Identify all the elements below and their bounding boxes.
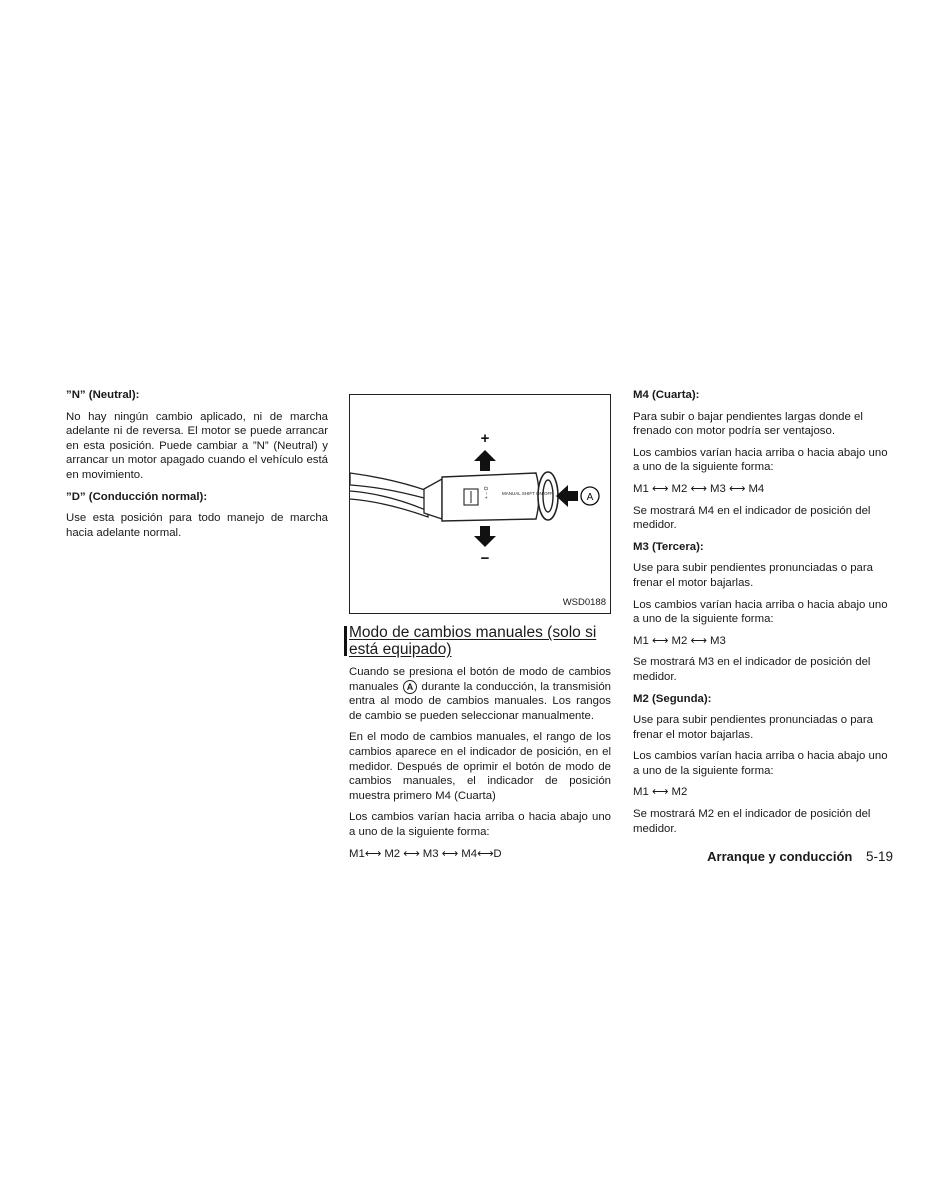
m3-paragraph-1: Use para subir pendientes pronunciadas o para frenar el motor bajarlas.	[633, 562, 873, 589]
manual-mode-p1-before: Cuando se presiona el botón de modo de cambios manuales	[349, 666, 611, 693]
shift-lever-figure	[349, 394, 611, 614]
m4-heading: M4 (Cuarta):	[633, 389, 700, 401]
m2-paragraph-2: Los cambios varían hacia arriba o hacia abajo uno a uno de la siguiente forma:	[633, 750, 888, 777]
manual-mode-sequence: M1⟷ M2 ⟷ M3 ⟷ M4⟷D	[349, 847, 502, 860]
m4-paragraph-2: Los cambios varían hacia arriba o hacia abajo uno a uno de la siguiente forma:	[633, 446, 888, 474]
minus-symbol: −	[480, 550, 490, 567]
m4-sequence: M1 ⟷ M2 ⟷ M3 ⟷ M4	[633, 482, 765, 495]
callout-letter: A	[586, 492, 594, 503]
arrow-down-icon	[474, 526, 496, 547]
m4-paragraph-3: Se mostrará M4 en el indicador de posición del medidor.	[633, 504, 871, 532]
drive-heading: ”D” (Conducción normal):	[66, 490, 208, 503]
section-title-text: Modo de cambios manuales (solo si está equipado)	[349, 624, 597, 658]
manual-mode-paragraph-3: Los cambios varían hacia arriba o hacia abajo uno a uno de la siguiente forma:	[349, 811, 611, 838]
manual-mode-p1-after: durante la conducción, la transmisión entra al modo de cambios manuales. Los rangos de cambio se pueden seleccionar manualmente.	[349, 680, 612, 722]
page-number: 5-19	[865, 849, 893, 864]
section-title	[349, 624, 611, 658]
section-marker	[344, 626, 347, 656]
m2-paragraph-1: Use para subir pendientes pronunciadas o para frenar el motor bajarlas.	[633, 714, 873, 741]
footer-section-name: Arranque y conducción	[707, 849, 853, 864]
figure-code: WSD0188	[562, 597, 606, 609]
callout-a-marker: A	[403, 680, 417, 694]
manual-mode-paragraph-2: En el modo de cambios manuales, el rango de los cambios aparece en el indicador de posición, en el medidor. Después de oprimir el botón de modo de cambios manuales, el indicador de posición muestra primero M4 (Cuarta)	[349, 731, 611, 802]
arrow-left-icon	[556, 485, 578, 507]
m3-sequence: M1 ⟷ M2 ⟷ M3	[633, 634, 726, 647]
drive-paragraph: Use esta posición para todo manejo de marcha hacia adelante normal.	[66, 512, 328, 539]
column-middle	[349, 391, 611, 868]
page-footer	[707, 849, 893, 864]
manual-mode-paragraph-1	[349, 665, 611, 723]
m3-paragraph-2: Los cambios varían hacia arriba o hacia abajo uno a uno de la siguiente forma:	[633, 598, 888, 626]
column-right	[633, 388, 895, 843]
arrow-up-icon	[474, 450, 496, 471]
plus-symbol: +	[480, 430, 490, 447]
neutral-paragraph: No hay ningún cambio aplicado, ni de marcha adelante ni de reversa. El motor se puede arrancar en esta posición. Puede cambiar a ”N” (Neutral) y arrancar un motor apagado cuando el vehículo está en movimiento.	[66, 410, 328, 481]
column-left	[66, 388, 328, 547]
shift-lever-illustration	[350, 395, 610, 613]
m2-paragraph-3: Se mostrará M2 en el indicador de posición del medidor.	[633, 808, 871, 835]
m4-paragraph-1: Para subir o bajar pendientes largas donde el frenado con motor podría ser ventajoso.	[633, 410, 863, 438]
lever-label-text: MANUAL SHIFT ON/OFF	[502, 491, 554, 496]
neutral-heading: ”N” (Neutral):	[66, 389, 140, 401]
m2-sequence: M1 ⟷ M2	[633, 786, 688, 799]
m2-heading: M2 (Segunda):	[633, 692, 712, 705]
m3-paragraph-3: Se mostrará M3 en el indicador de posición del medidor.	[633, 656, 871, 683]
svg-text:+ − O: + − O	[484, 486, 490, 499]
m3-heading: M3 (Tercera):	[633, 540, 704, 553]
